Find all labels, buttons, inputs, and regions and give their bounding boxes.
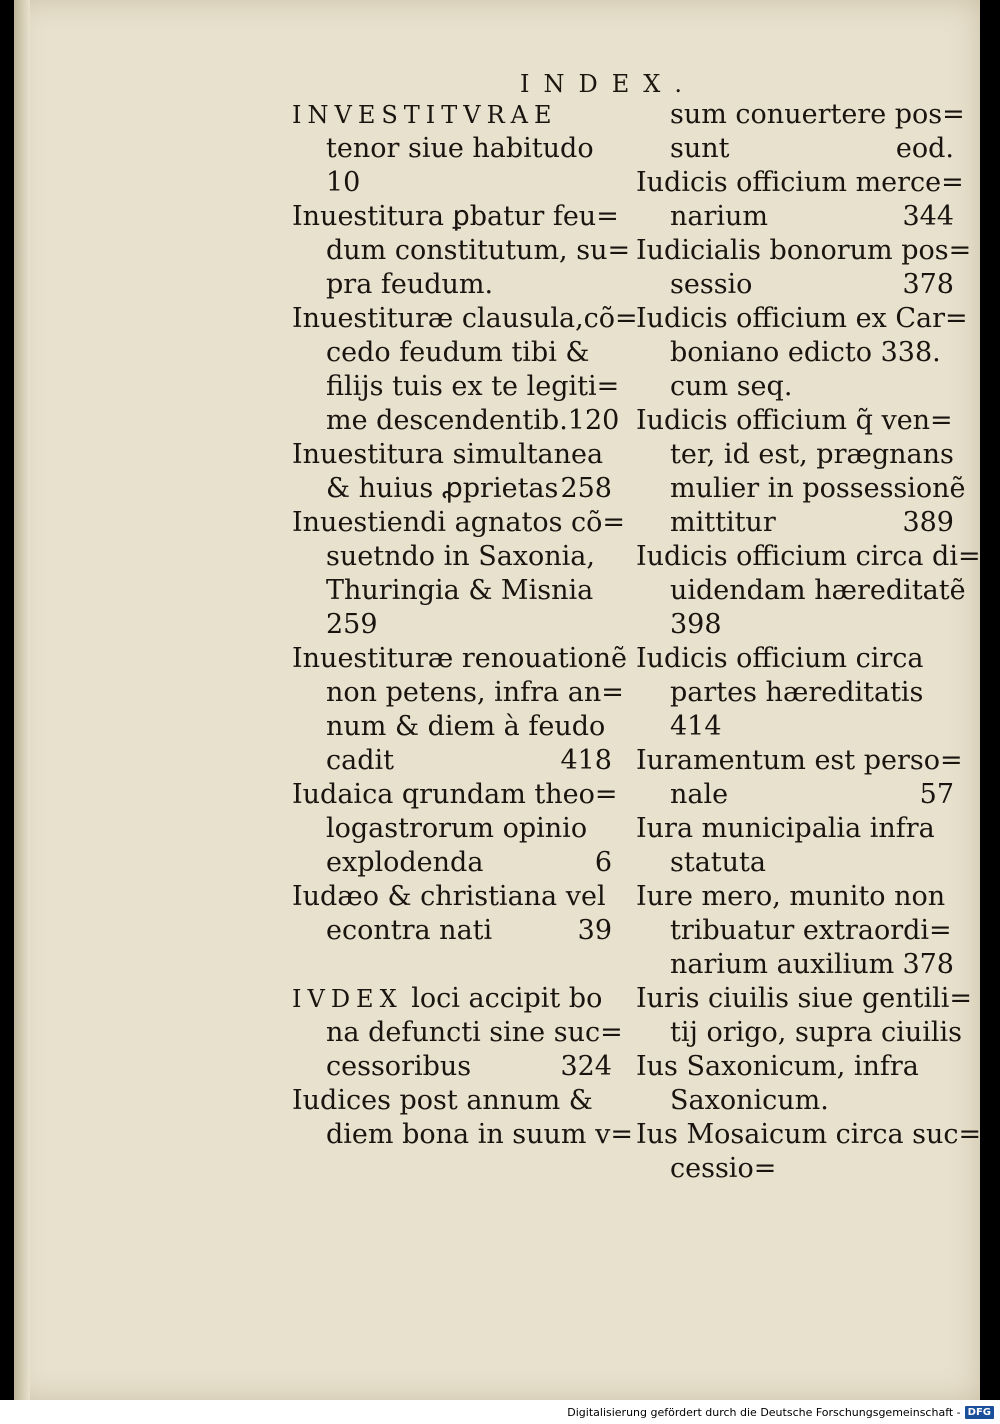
index-entry [292,1084,633,1152]
index-entry-line: 259 [326,609,378,640]
index-entry-line: Iudicis officium ex Car= [636,303,968,334]
index-entry [292,506,626,642]
index-entry-line: tij origo, supra ciuilis [670,1017,962,1048]
index-entry-line: logastrorum opinio [326,813,588,844]
index-entry [636,540,981,642]
index-entry-line: cedo feudum tibi & [326,337,590,368]
digitization-footer [0,1400,1000,1424]
index-entry-line: Inuestitura simultanea [292,439,604,470]
index-entry [636,812,954,880]
index-entry-line: econtra nati 39 [326,915,612,946]
index-entry-line: Ius Saxonicum, infra [636,1051,919,1082]
index-entry-line: cessio= [670,1153,777,1184]
index-entry [636,166,964,234]
index-entry-line: Iudicis officium q̃ ven= [636,405,953,436]
index-entry-line: statuta [670,847,766,878]
index-entry-line: ter, id est, prægnans [670,439,954,470]
index-entry-line: Inuestituræ renouationẽ [292,643,627,674]
index-entry-line: cessoribus 324 [326,1051,612,1082]
index-entry-line: pra feudum. [326,269,494,300]
index-entry-line: Iuramentum est perso= [636,745,963,776]
index-entry-line: Iudicis officium merce= [636,167,964,198]
index-entry-line: num & diem à feudo [326,711,606,742]
index-entry [636,404,966,540]
index-entry-line: non petens, infra an= [326,677,624,708]
page-gutter-shadow [14,0,30,1400]
index-entry-line: Inuestituræ clausula,cõ= [292,303,638,334]
index-entry-line: me descendentib. 120 [326,405,620,436]
index-entry [292,880,612,948]
index-entry-line: mittitur 389 [670,507,954,538]
index-entry-line: Inuestitura ꝑbatur feu= [292,201,619,232]
index-entry-line: 10 [326,167,361,198]
footer-credit-text: Digitalisierung gefördert durch die Deutsche Forschungsgemeinschaft - [567,1405,961,1419]
index-entry-line: sunt eod. [670,133,954,164]
index-entry-line: Ius Mosaicum circa suc= [636,1119,982,1150]
index-entry [292,982,623,1084]
index-entry-line: uidendam hæreditatẽ [670,575,966,606]
index-entry-line: cadit 418 [326,745,612,776]
index-entry-line: IVDEX loci accipit bo [292,983,603,1014]
index-entry-line: Iudicis officium circa di= [636,541,981,572]
index-entry [292,438,612,506]
index-entry [292,98,612,200]
index-entry-line: 414 [670,711,722,742]
index-entry [292,200,631,302]
index-entry [292,778,618,880]
index-entry-line: sessio 378 [670,269,954,300]
index-entry [636,880,954,982]
index-entry-line: explodenda 6 [326,847,612,878]
index-entry-line: partes hæreditatis [670,677,924,708]
index-entry [292,302,638,438]
index-entry-line: diem bona in suum v= [326,1119,633,1150]
index-entry-line: Inuestiendi agnatos cõ= [292,507,626,538]
index-entry-line: filijs tuis ex te legiti= [326,371,620,402]
index-entry-line: tenor siue habitudo [326,133,594,164]
index-entry [292,642,627,778]
entry-gap [292,948,612,982]
index-entry-line: Iudæo & christiana vel [292,881,606,912]
index-column-left [292,98,638,1152]
index-entry [636,642,954,744]
index-entry-line: Iudicialis bonorum pos= [636,235,972,266]
index-entry-line: Iudices post annum & [292,1085,593,1116]
index-entry-line: mulier in possessionẽ [670,473,966,504]
index-entry-line: narium 344 [670,201,954,232]
index-entry-line: Iure mero, munito non [636,881,946,912]
index-entry-line: boniano edicto 338. [670,337,941,368]
index-entry-line: Iuris ciuilis siue gentili= [636,983,972,1014]
index-entry-line: Iura municipalia infra [636,813,935,844]
index-entry-line: 398 [670,609,722,640]
index-entry-line: & huius ꝓprietas 258 [326,473,612,504]
index-entry-line: nale 57 [670,779,954,810]
index-entry [636,982,972,1050]
index-entry-line: Iudaica qrundam theo= [292,779,618,810]
index-entry-line: sum conuertere pos= [670,99,965,130]
index-entry-line: cum seq. [670,371,793,402]
index-entry-line: dum constitutum, su= [326,235,631,266]
index-entry [636,1118,982,1186]
dfg-logo: DFG [965,1406,994,1419]
index-entry-line: Thuringia & Misnia [326,575,594,606]
index-entry [636,98,965,166]
index-entry-line: na defuncti sine suc= [326,1017,623,1048]
index-entry-line: INVESTITVRAE [292,101,558,129]
index-entry-line: narium auxilium 378 [670,949,954,980]
index-entry [636,234,972,302]
index-entry [636,1050,954,1118]
index-entry-line: tribuatur extraordi= [670,915,952,946]
index-entry-line: suetndo in Saxonia, [326,541,595,572]
index-entry [636,744,963,812]
index-entry-line: Saxonicum. [670,1085,829,1116]
index-column-right [636,98,982,1186]
page-header: INDEX. [520,70,696,98]
index-entry-line: Iudicis officium circa [636,643,924,674]
index-entry [636,302,968,404]
